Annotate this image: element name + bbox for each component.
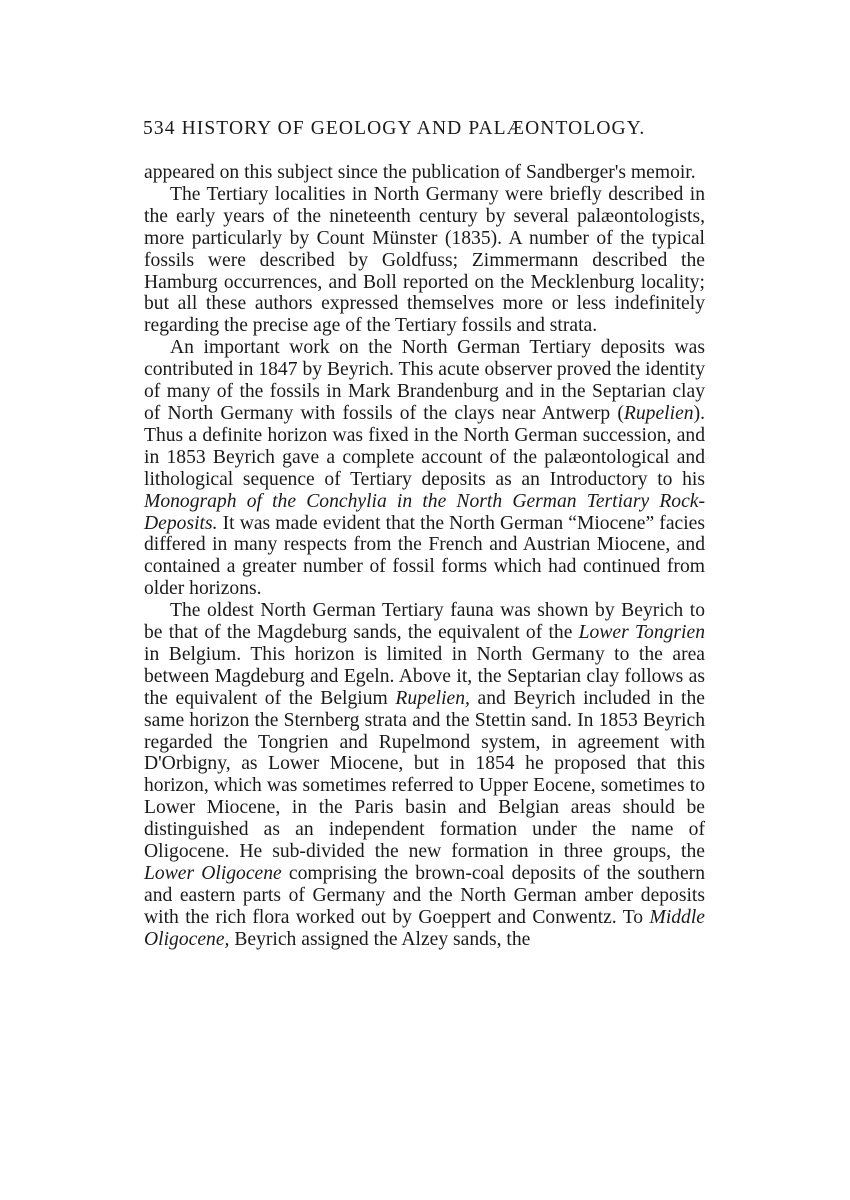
paragraph xyxy=(144,184,705,337)
italic-term: Lower Oligocene xyxy=(144,863,282,884)
paragraph xyxy=(144,600,705,951)
running-header xyxy=(143,118,708,140)
italic-term: Rupelien, xyxy=(395,687,470,709)
text-run: comprising the brown-coal deposits of the southern and eastern parts of Germany and the North German amber deposits with the rich flora worked out by Goeppert and Conwentz. To xyxy=(144,863,705,928)
body-text xyxy=(144,162,705,951)
text-run: in Belgium. This horizon is limited in North Germany to the area between Magdeburg and Egeln. Above it, the Septarian clay follows as the equivalent of the Belgium xyxy=(144,643,705,709)
text-run: Beyrich assigned the Alzey sands, the xyxy=(229,928,531,950)
italic-term: Middle Oligocene, xyxy=(144,906,705,950)
running-title: HISTORY OF GEOLOGY AND PALÆONTOLOGY. xyxy=(181,118,646,139)
italic-term: Rupelien xyxy=(623,402,694,424)
text-run: It was made evident that the North German “Miocene” facies differed in many respects from the French and Austrian Miocene, and contained a greater number of fossil forms which had continued from older horizons. xyxy=(144,512,705,600)
paragraph xyxy=(144,337,705,600)
text-run: appeared on this subject since the publication of Sandberger's memoir. xyxy=(144,162,696,183)
text-run: ). Thus a definite horizon was fixed in the North German succession, and in 1853 Beyrich gave a complete account of the palæontological and lithological sequence of Tertiary deposits as an Introductory to his xyxy=(144,402,705,490)
text-run: and Beyrich included in the same horizon the Sternberg strata and the Stettin sand. In 1853 Beyrich regarded the Tongrien and Rupelmond system, in agreement with D'Orbigny, as Lower Miocene, but in 1854 he proposed that this horizon, which was sometimes referred to Upper Eocene, sometimes to Lower Miocene, in the Paris basin and Belgian areas should be distinguished as an independent formation under the name of Oligocene. He sub-divided the new formation in three groups, the xyxy=(144,687,705,863)
italic-term: Lower Tongrien xyxy=(578,622,705,644)
text-run: An important work on the North German Tertiary deposits was contributed in 1847 by Beyrich. This acute observer proved the identity of many of the fossils in Mark Brandenburg and in the Septarian clay of North Germany with fossils of the clays near Antwerp ( xyxy=(144,337,705,424)
text-run: The Tertiary localities in North Germany were briefly described in the early years of the nineteenth century by several palæontologists, more particularly by Count Münster (1835). A number of the typical fossils were described by Goldfuss; Zimmermann described the Hamburg occurrences, and Boll reported on the Mecklenburg locality; but all these authors expressed themselves more or less indefinitely regarding the precise age of the Tertiary fossils and strata. xyxy=(144,183,705,337)
paragraph xyxy=(144,162,705,184)
text-run: The oldest North German Tertiary fauna was shown by Beyrich to be that of the Magdeburg sands, the equivalent of the xyxy=(144,600,705,644)
book-title: Monograph of the Conchylia in the North German Tertiary Rock-Deposits. xyxy=(144,490,705,534)
page-number: 534 xyxy=(143,118,176,139)
